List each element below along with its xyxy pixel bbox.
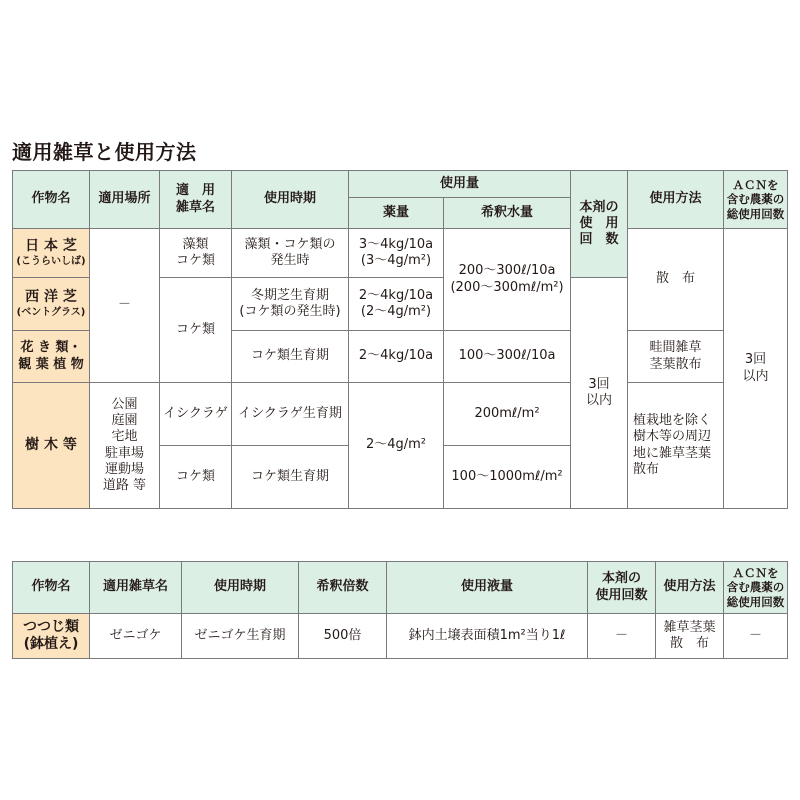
- t2-weed: ゼニゴケ: [90, 614, 182, 659]
- acn-count: 3回 以内: [724, 229, 788, 509]
- crop-seiyoushiba: [13, 278, 90, 331]
- t2-time: ゼニゴケ生育期: [182, 614, 299, 659]
- t2-crop: つつじ類 (鉢植え): [13, 614, 90, 659]
- t2-header-ratio: 希釈倍数: [299, 562, 387, 614]
- dose-2: 2～4kg/10a (2～4g/m²): [349, 278, 444, 331]
- usage-table-tsutsuji: [12, 561, 788, 659]
- time-3: コケ類生育期: [232, 331, 349, 383]
- t2-header-time: 使用時期: [182, 562, 299, 614]
- t2-header-weed: 適用雑草名: [90, 562, 182, 614]
- time-2: 冬期芝生育期 (コケ類の発生時): [232, 278, 349, 331]
- place-trees: 公園 庭園 宅地 駐車場 運動場 道路 等: [90, 383, 160, 509]
- water-2: 100～300ℓ/10a: [444, 331, 571, 383]
- t2-method: 雑草茎葉 散 布: [656, 614, 724, 659]
- page-title: 適用雑草と使用方法: [12, 140, 197, 164]
- dose-3: 2～4kg/10a: [349, 331, 444, 383]
- time-5: コケ類生育期: [232, 446, 349, 509]
- crop-nihonshiba-name: 日 本 芝: [25, 238, 77, 254]
- method-3: 植栽地を除く 樹木等の周辺 地に雑草茎葉 散布: [628, 383, 724, 509]
- t2-ratio: 500倍: [299, 614, 387, 659]
- header-place: 適用場所: [90, 171, 160, 229]
- use-count: 3回 以内: [571, 278, 628, 509]
- header-dose: 薬量: [349, 198, 444, 229]
- method-2: 畦間雑草 茎葉散布: [628, 331, 724, 383]
- weed-moss-2: コケ類: [160, 446, 232, 509]
- crop-seiyoushiba-sub: (ベントグラス): [16, 306, 86, 318]
- header-water: 希釈水量: [444, 198, 571, 229]
- crop-seiyoushiba-name: 西 洋 芝: [25, 289, 77, 305]
- header-count: 本剤の 使 用 回 数: [571, 171, 628, 278]
- header-amount: 使用量: [349, 171, 571, 198]
- t2-liquid: 鉢内土壌表面積1m²当り1ℓ: [387, 614, 588, 659]
- crop-jumoku: 樹 木 等: [13, 383, 90, 509]
- t2-acn: －: [724, 614, 788, 659]
- weed-moss: コケ類: [160, 278, 232, 383]
- header-acn: ＡＣＮを 含む農薬の 総使用回数: [724, 171, 788, 229]
- water-3: 200mℓ/m²: [444, 383, 571, 446]
- dose-4: 2～4g/m²: [349, 383, 444, 509]
- crop-nihonshiba: [13, 229, 90, 278]
- weed-isikurage: イシクラゲ: [160, 383, 232, 446]
- header-weed: 適 用 雑草名: [160, 171, 232, 229]
- t2-header-liquid: 使用液量: [387, 562, 588, 614]
- place-turf: －: [90, 229, 160, 383]
- header-time: 使用時期: [232, 171, 349, 229]
- water-1: 200～300ℓ/10a (200～300mℓ/m²): [444, 229, 571, 331]
- time-4: イシクラゲ生育期: [232, 383, 349, 446]
- water-4: 100～1000mℓ/m²: [444, 446, 571, 509]
- method-1: 散 布: [628, 229, 724, 331]
- dose-1: 3～4kg/10a (3～4g/m²): [349, 229, 444, 278]
- t2-count: －: [588, 614, 656, 659]
- t2-header-crop: 作物名: [13, 562, 90, 614]
- crop-kaki: 花 き 類・ 観 葉 植 物: [13, 331, 90, 383]
- t2-header-method: 使用方法: [656, 562, 724, 614]
- t2-header-count: 本剤の 使用回数: [588, 562, 656, 614]
- t2-header-acn: ＡＣＮを 含む農薬の 総使用回数: [724, 562, 788, 614]
- header-crop: 作物名: [13, 171, 90, 229]
- header-method: 使用方法: [628, 171, 724, 229]
- crop-nihonshiba-sub: (こうらいしば): [16, 255, 86, 267]
- usage-table: [12, 170, 788, 509]
- weed-algae-moss: 藻類 コケ類: [160, 229, 232, 278]
- time-1: 藻類・コケ類の 発生時: [232, 229, 349, 278]
